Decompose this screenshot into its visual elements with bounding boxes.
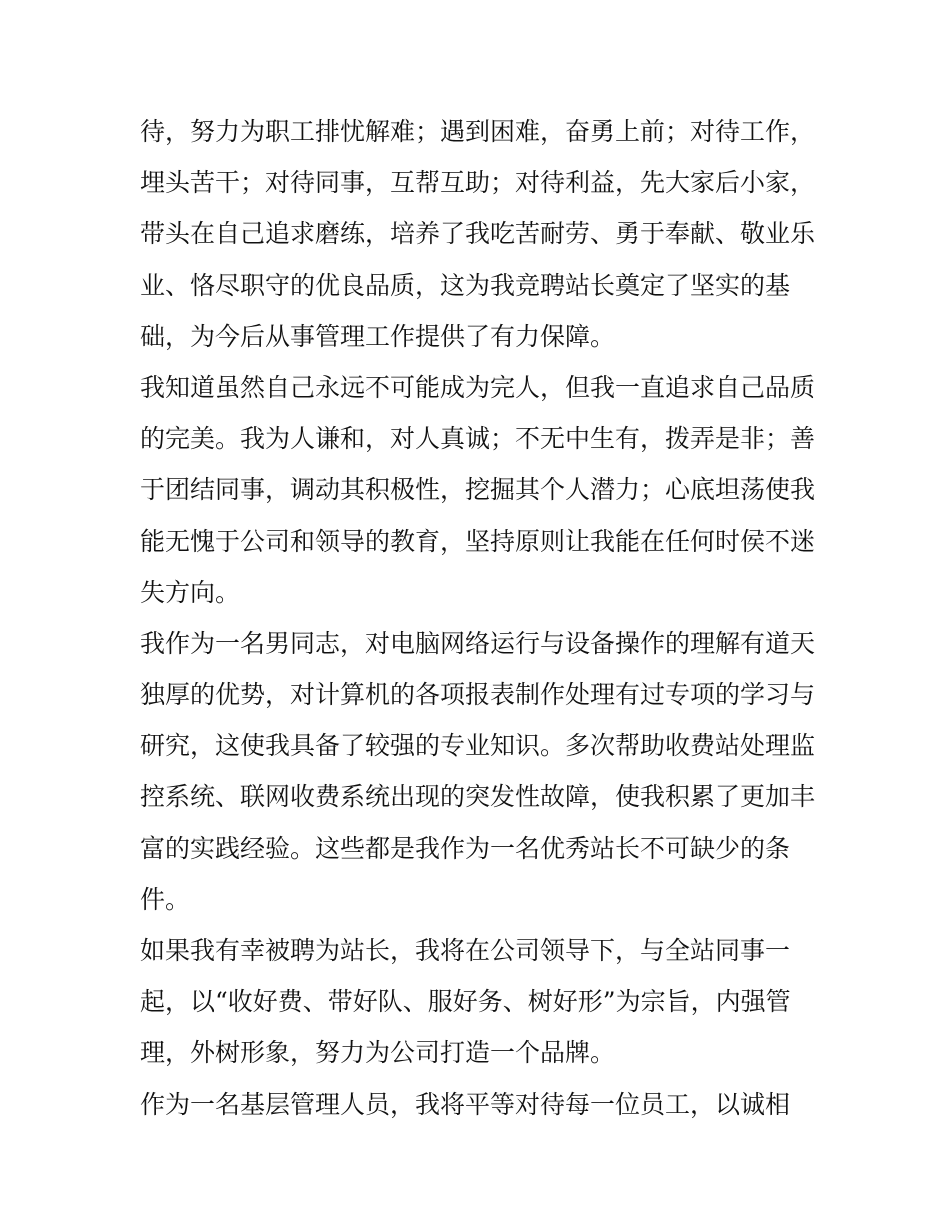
text-line: 起，以“收好费、带好队、服好务、树好形”为宗旨，内强管 xyxy=(140,987,791,1017)
text-line: 带头在自己追求磨练，培养了我吃苦耐劳、勇于奉献、敬业乐 xyxy=(140,219,816,249)
text-line: 如果我有幸被聘为站长，我将在公司领导下，与全站同事一 xyxy=(140,936,791,965)
text-line: 业、恪尽职守的优良品质，这为我竞聘站长奠定了坚实的基 xyxy=(140,270,791,300)
text-line: 富的实践经验。这些都是我作为一名优秀站长不可缺少的条 xyxy=(140,833,791,863)
text-line: 控系统、联网收费系统出现的突发性故障，使我积累了更加丰 xyxy=(140,782,816,812)
text-line: 待，努力为职工排忧解难；遇到困难，奋勇上前；对待工作， xyxy=(140,117,816,146)
text-line: 埋头苦干；对待同事，互帮互助；对待利益，先大家后小家， xyxy=(140,168,816,198)
text-line: 作为一名基层管理人员，我将平等对待每一位员工，以诚相 xyxy=(140,1089,791,1119)
text-line: 我知道虽然自己永远不可能成为完人，但我一直追求自己品质 xyxy=(140,372,816,402)
text-line: 于团结同事，调动其积极性，挖掘其个人潜力；心底坦荡使我 xyxy=(140,475,816,505)
text-line: 失方向。 xyxy=(140,577,241,607)
text-line: 的完美。我为人谦和，对人真诚；不无中生有，拨弄是非；善 xyxy=(140,424,816,454)
text-line: 独厚的优势，对计算机的各项报表制作处理有过专项的学习与 xyxy=(140,680,816,710)
text-line: 件。 xyxy=(140,884,191,914)
text-line: 能无愧于公司和领导的教育，坚持原则让我能在任何时侯不迷 xyxy=(140,526,816,556)
text-line: 础，为今后从事管理工作提供了有力保障。 xyxy=(140,321,616,351)
text-line: 我作为一名男同志，对电脑网络运行与设备操作的理解有道天 xyxy=(140,628,816,658)
text-line: 理，外树形象，努力为公司打造一个品牌。 xyxy=(140,1038,616,1068)
text-line: 研究，这使我具备了较强的专业知识。多次帮助收费站处理监 xyxy=(140,731,816,761)
document-body xyxy=(140,106,820,1130)
